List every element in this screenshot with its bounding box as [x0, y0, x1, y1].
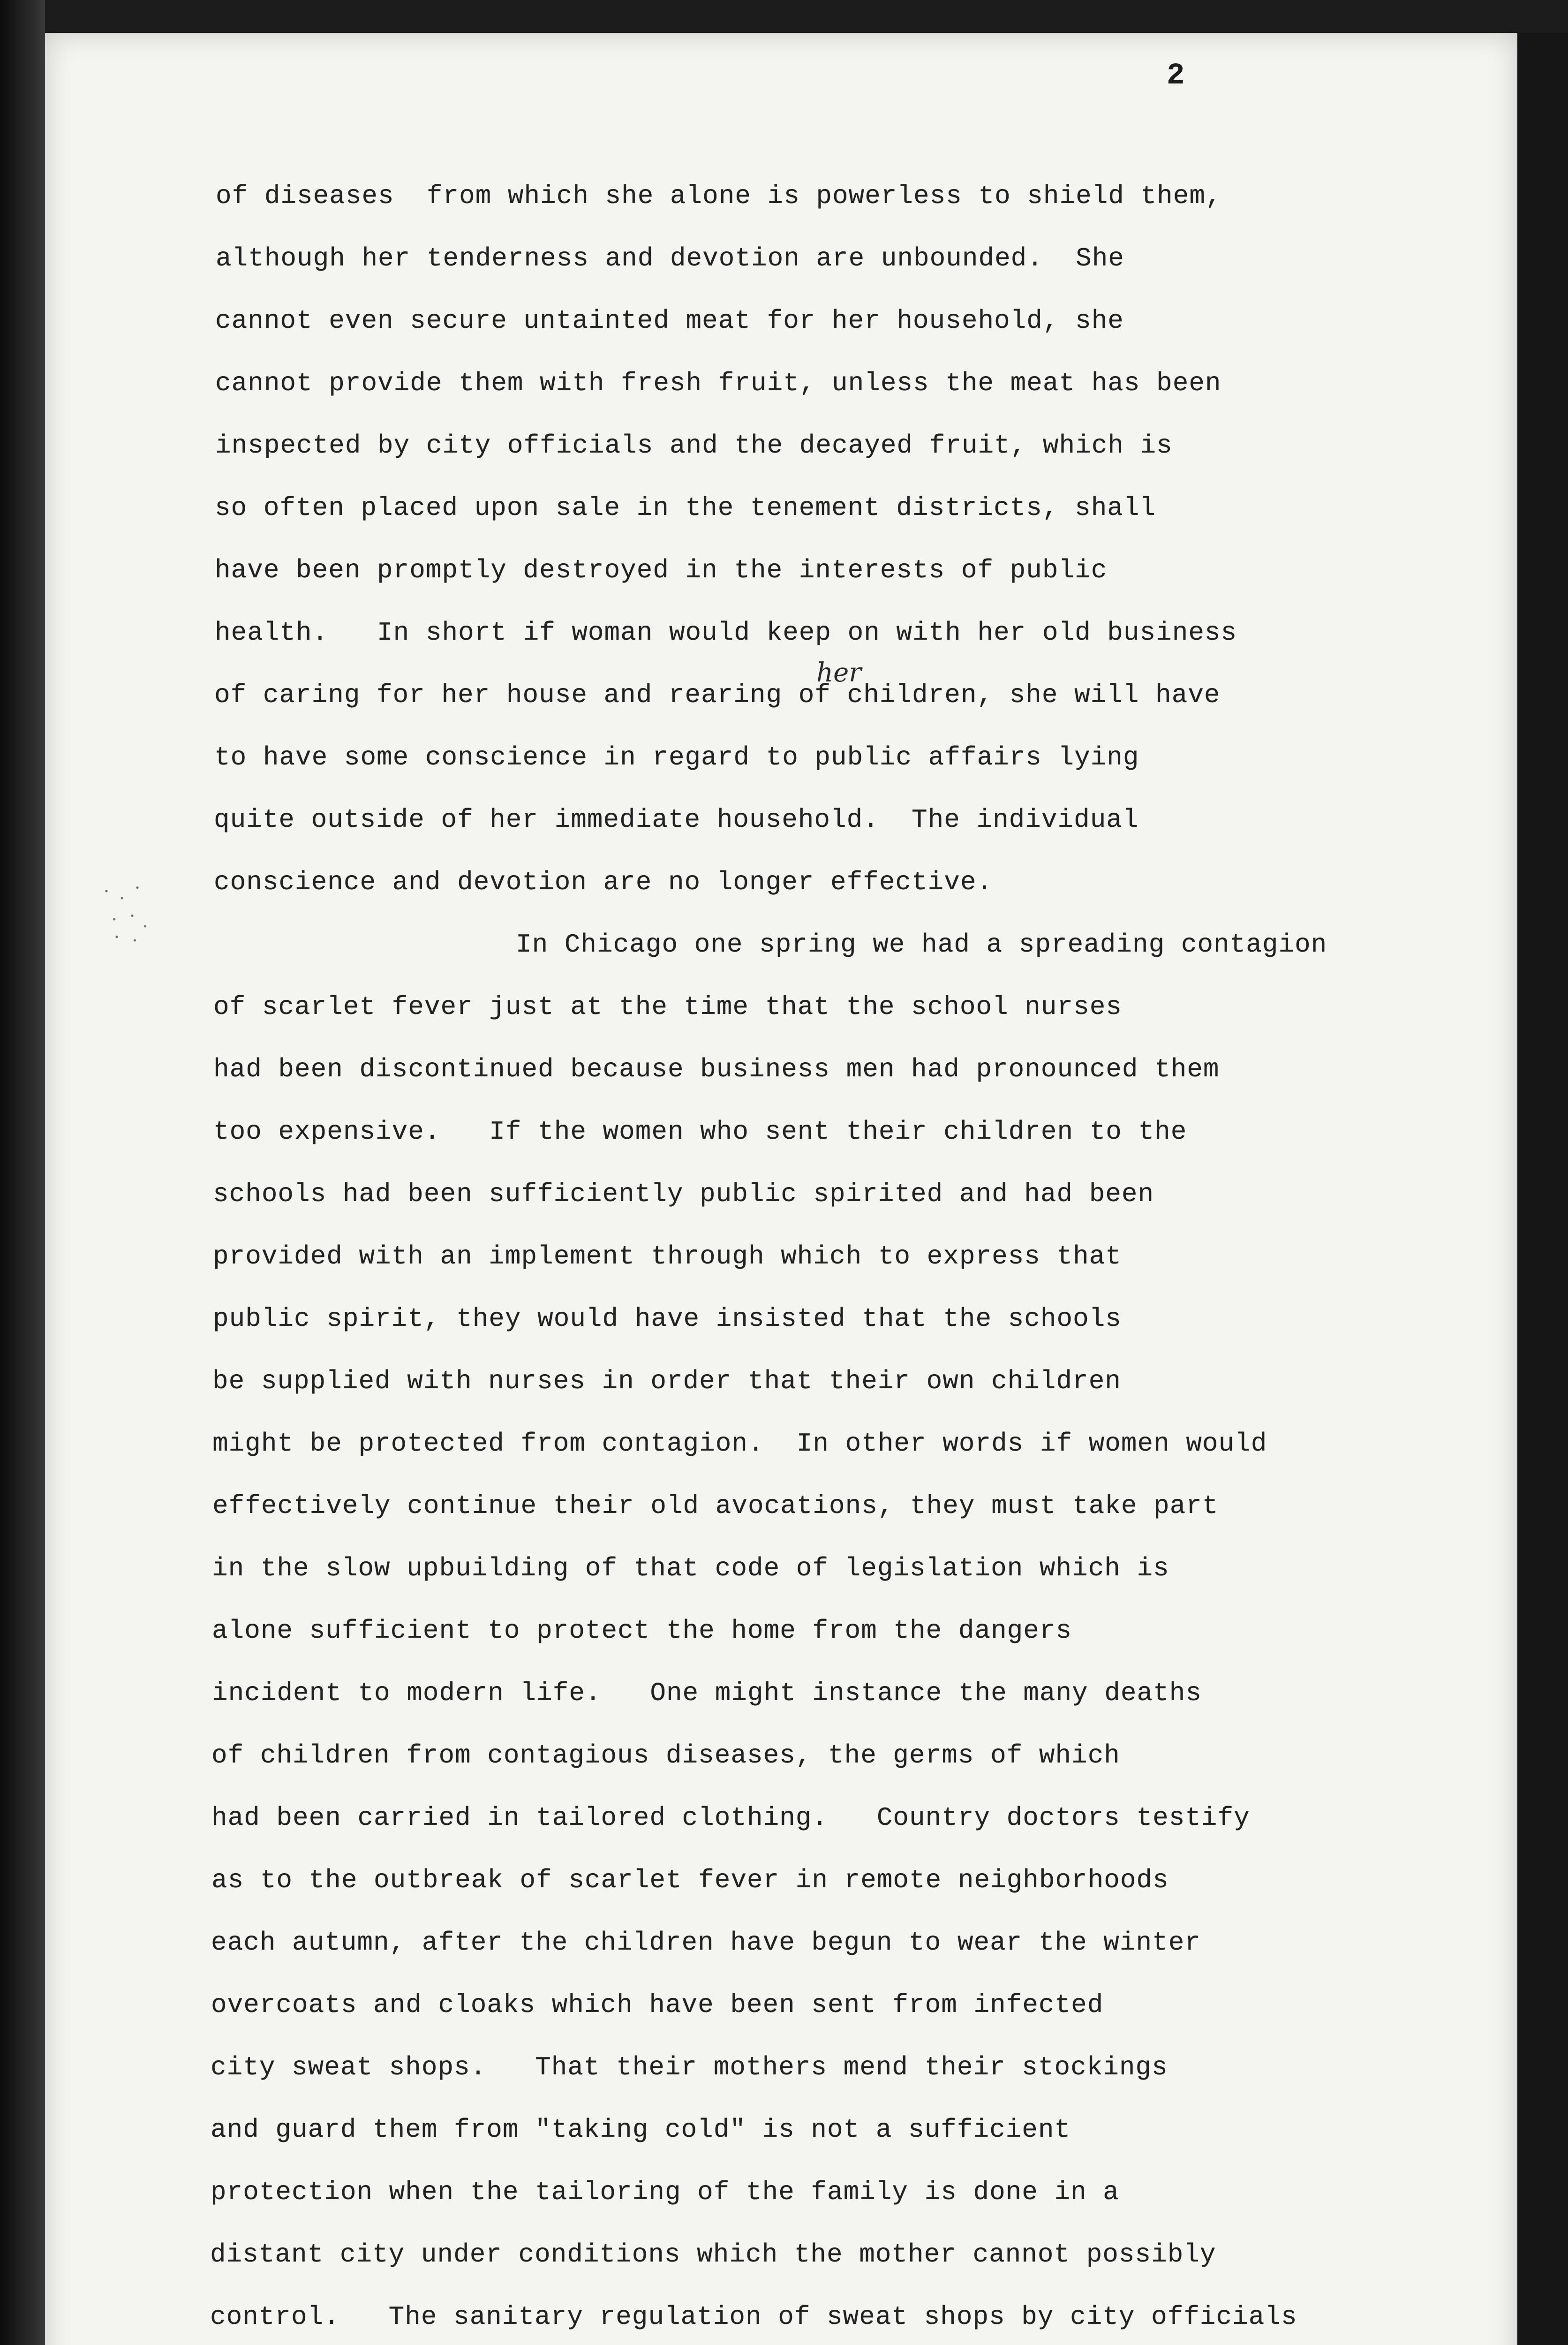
- text-line: to have some conscience in regard to public affairs lying: [214, 742, 1139, 772]
- text-line: had been discontinued because business men had pronounced them: [213, 1054, 1220, 1084]
- text-line: conscience and devotion are no longer effective.: [214, 867, 993, 897]
- text-line: had been carried in tailored clothing. Country doctors testify: [211, 1803, 1250, 1833]
- text-line: so often placed upon sale in the tenement districts, shall: [215, 493, 1156, 523]
- text-line: quite outside of her immediate household. The individual: [214, 805, 1139, 835]
- text-line: city sweat shops. That their mothers mend their stockings: [211, 2052, 1168, 2082]
- page-number: 2: [1167, 59, 1185, 93]
- text-line: provided with an implement through which to express that: [213, 1241, 1122, 1271]
- text-line: of children from contagious diseases, the germs of which: [211, 1740, 1120, 1770]
- text-line: overcoats and cloaks which have been sent from infected: [211, 1990, 1104, 2020]
- text-line: effectively continue their old avocations, they must take part: [212, 1491, 1219, 1521]
- text-line: too expensive. If the women who sent their children to the: [213, 1117, 1187, 1147]
- text-line: control. The sanitary regulation of sweat shops by city officials: [210, 2302, 1297, 2332]
- typed-text-body: [45, 33, 1517, 2345]
- text-line: distant city under conditions which the mother cannot possibly: [210, 2239, 1216, 2269]
- text-line: in the slow upbuilding of that code of legislation which is: [212, 1553, 1169, 1583]
- text-line: although her tenderness and devotion are unbounded. She: [216, 243, 1124, 273]
- text-line: inspected by city officials and the decayed fruit, which is: [215, 431, 1173, 461]
- text-line: incident to modern life. One might instance the many deaths: [212, 1678, 1202, 1708]
- text-line: be supplied with nurses in order that their own children: [212, 1366, 1121, 1396]
- text-line: have been promptly destroyed in the interests of public: [215, 555, 1108, 585]
- text-line: might be protected from contagion. In other words if women would: [212, 1429, 1267, 1459]
- text-line: as to the outbreak of scarlet fever in remote neighborhoods: [211, 1865, 1169, 1895]
- text-line: health. In short if woman would keep on with her old business: [215, 618, 1237, 648]
- text-line: In Chicago one spring we had a spreading contagion: [516, 930, 1327, 960]
- scan-left-border: [0, 0, 45, 2345]
- text-line: cannot provide them with fresh fruit, unless the meat has been: [215, 368, 1221, 398]
- text-line: and guard them from "taking cold" is not a sufficient: [211, 2115, 1071, 2145]
- text-line: schools had been sufficiently public spirited and had been: [213, 1179, 1154, 1209]
- text-line: alone sufficient to protect the home from the dangers: [212, 1616, 1072, 1646]
- text-line: each autumn, after the children have begun to wear the winter: [211, 1928, 1201, 1958]
- text-line: of diseases from which she alone is powerless to shield them,: [216, 181, 1222, 211]
- scan-top-border: [0, 0, 1568, 33]
- text-line: of scarlet fever just at the time that the school nurses: [213, 992, 1122, 1022]
- text-line: protection when the tailoring of the family is done in a: [211, 2177, 1119, 2207]
- text-line: cannot even secure untainted meat for her household, she: [215, 306, 1124, 336]
- text-line: of caring for her house and rearing of children, she will have: [214, 680, 1221, 710]
- ink-speckles: [101, 877, 153, 947]
- typed-page: [45, 33, 1517, 2345]
- handwritten-annotation: her: [816, 658, 861, 688]
- text-line: public spirit, they would have insisted that the schools: [213, 1304, 1122, 1334]
